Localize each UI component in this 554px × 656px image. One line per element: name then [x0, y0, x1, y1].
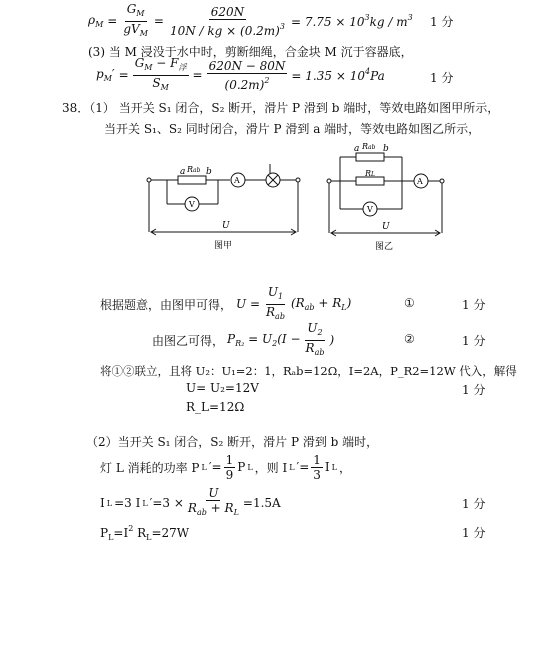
pressure-fraction-numeric: $\frac{620N - 80N}{(0.2m)^2}$	[208, 58, 286, 92]
score-6: 1 分	[462, 497, 486, 511]
caption-b: 图乙	[375, 242, 394, 252]
caption-a: 图甲	[214, 241, 233, 251]
circuit-diagram-b	[320, 140, 450, 255]
ammeter-label: A	[417, 177, 423, 186]
part2-line2: 灯 L 消耗的功率 P L ′= $\frac{1}{9}$ P L ，则 I L ′= $\frac{1}{3}$ I L ，	[100, 452, 351, 482]
pressure-result: = $1.35 \times 10^4Pa$	[291, 67, 385, 83]
combine-line: 将①②联立，且将 U₂：U₁=2：1，Rₐb=12Ω，I=2A，P_R2=12W 代入，解得	[100, 364, 517, 378]
equals-sign: =	[107, 14, 118, 28]
density-fraction-symbolic: $\frac{G_M}{gV_M}$	[123, 1, 148, 38]
eq2-mark: ②	[404, 332, 415, 346]
score-4: 1 分	[462, 334, 486, 348]
u-label: U	[222, 221, 230, 231]
score-7: 1 分	[462, 526, 486, 540]
item3-text: (3) 当 M 浸没于水中时，剪断细绳，合金块 M 沉于容器底，	[88, 45, 413, 59]
answer-u: U= U₂=12V	[186, 381, 259, 395]
score-3: 1 分	[462, 298, 486, 312]
pl-equation: $P_L=I^2$ $R_L=27W$	[100, 524, 190, 542]
circuit-diagram-a	[140, 160, 310, 255]
ammeter-label: A	[234, 176, 240, 185]
equals-sign: =	[153, 14, 164, 28]
pressure-equation	[96, 57, 385, 93]
il-equation: I L =3 I L ′=3 × $\frac{U}{R_{ab} + R_L}$ =1.5A	[100, 486, 281, 517]
voltmeter-label: V	[189, 200, 195, 209]
pressure-symbol: $p_M'$	[96, 67, 115, 83]
q38-line2: 当开关 S₁、S₂ 同时闭合，滑片 P 滑到 a 端时，等效电路如图乙所示，	[104, 122, 481, 136]
label-b: b	[206, 167, 212, 177]
label-rl: RL	[365, 169, 376, 178]
density-result: = $7.75 \times 10^3kg / m^3$	[290, 13, 413, 29]
equation-2: 由图乙可得， $P_{R_2} = U_2(I$ − $\frac{U_2}{R_{ab}}$ )	[152, 320, 335, 357]
equals-sign: =	[118, 68, 129, 82]
label-rab: Rab	[362, 142, 376, 151]
score-1: 1 分	[430, 15, 454, 29]
score-5: 1 分	[462, 383, 486, 397]
label-rab: Rab	[187, 165, 201, 174]
label-b: b	[383, 144, 389, 154]
density-fraction-numeric: $\frac{620N}{10N / kg \times (0.2m)^3}$	[169, 4, 285, 38]
eq1-mark: ①	[404, 296, 415, 310]
q38-line1: 38．（1） 当开关 S₁ 闭合，S₂ 断开，滑片 P 滑到 b 端时，等效电路如图甲所示，	[62, 101, 500, 115]
score-2: 1 分	[430, 71, 454, 85]
part2-line1: （2）当开关 S₁ 闭合，S₂ 断开，滑片 P 滑到 b 端时，	[86, 435, 379, 449]
pressure-fraction-symbolic: $\frac{G_M - F_浮}{S_M}$	[134, 55, 187, 92]
label-a: a	[180, 167, 186, 177]
equation-1: 根据题意，由图甲可得， U = $\frac{U_1}{R_{ab}}$ $(R_{ab} + R_L)$	[100, 284, 352, 321]
answer-rl: R_L=12Ω	[186, 400, 245, 414]
density-equation	[88, 1, 413, 38]
equals-sign: =	[192, 68, 203, 82]
rho-symbol: $\rho_M$	[88, 13, 104, 29]
label-a: a	[354, 144, 360, 154]
u-label: U	[382, 222, 390, 232]
voltmeter-label: V	[367, 205, 373, 214]
